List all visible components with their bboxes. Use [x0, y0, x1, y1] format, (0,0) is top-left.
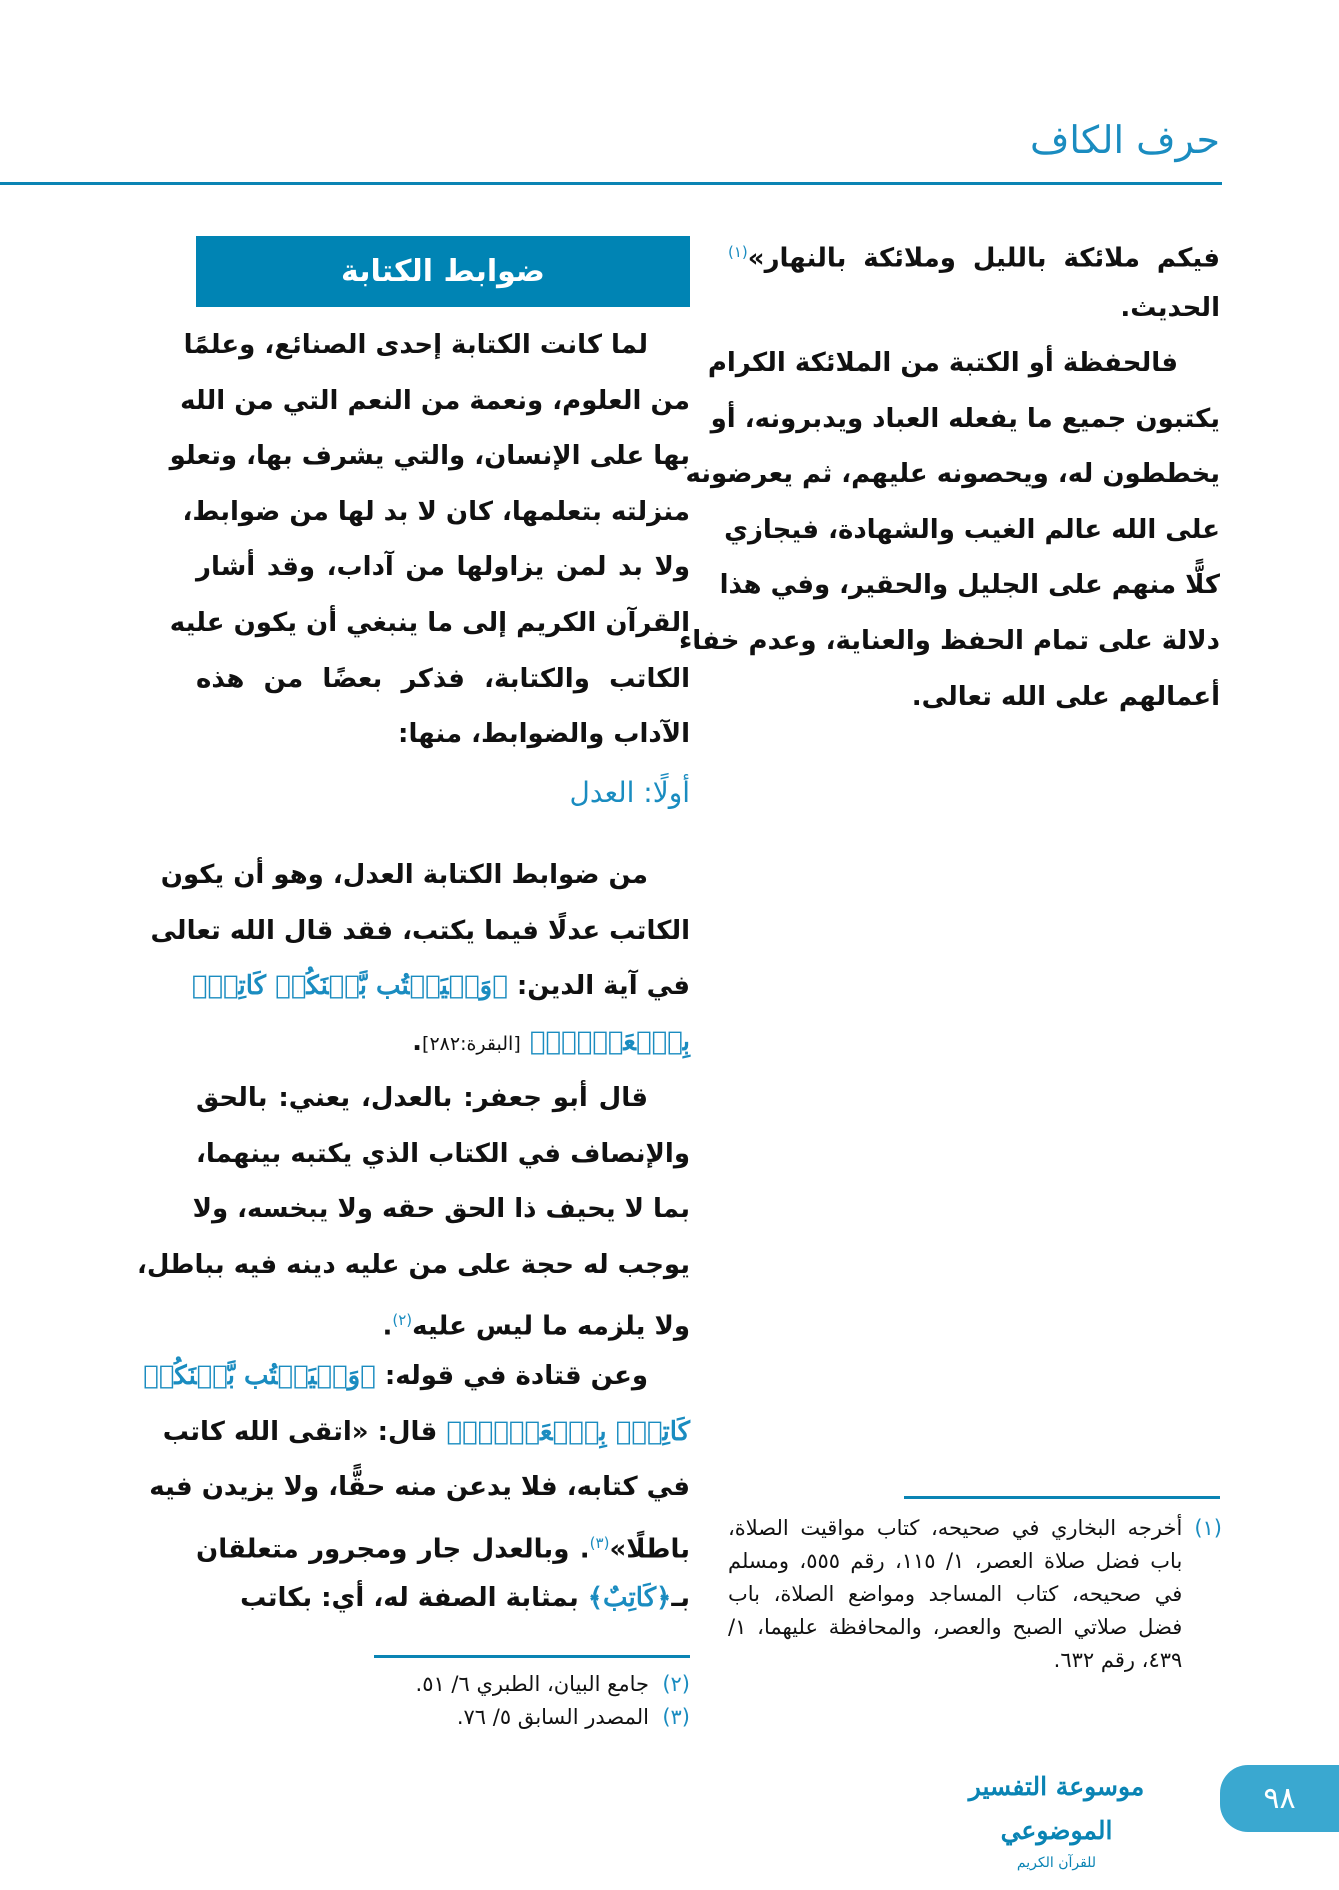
text-line — [149, 1460, 690, 1516]
footnote-text: المصدر السابق ٥/ ٧٦. — [456, 1705, 649, 1729]
text-segment: يكتبون جميع ما يفعله العباد ويدبرونه، أو — [710, 403, 1220, 434]
logo-title: موسوعة التفسير الموضوعي — [968, 1772, 1145, 1845]
footnote-2 — [196, 1668, 690, 1701]
text-line — [192, 1182, 690, 1238]
text-segment: منزلته بتعلمها، كان لا بد لها من ضوابط، — [182, 496, 690, 527]
right-paragraph-2 — [679, 336, 1220, 725]
text-segment: قال: «اتقى الله كاتب — [162, 1416, 447, 1447]
text-segment: ولا يلزمه ما ليس عليه — [412, 1312, 690, 1343]
text-line — [196, 1571, 690, 1627]
left-paragraph-4 — [143, 1349, 690, 1627]
text-line — [196, 1293, 690, 1349]
text-line — [183, 318, 690, 374]
text-line — [719, 558, 1220, 614]
text-line — [150, 904, 690, 960]
text-segment: يخططون له، ويحصونه عليهم، ثم يعرضونه — [685, 459, 1220, 490]
text-segment: من ضوابط الكتابة العدل، وهو أن يكون — [160, 860, 648, 890]
text-segment: بما لا يحيف ذا الحق حقه ولا يبخسه، ولا — [192, 1194, 690, 1225]
footnote-number: (٢) — [662, 1672, 690, 1696]
logo-subtitle: للقرآن الكريم — [1016, 1855, 1097, 1871]
quran-text: كَاتِبُۢ بِٱلۡعَدۡلِۚ﴾ — [446, 1416, 690, 1447]
text-segment: الكاتب والكتابة، فذكر بعضًا من هذه — [196, 663, 690, 694]
left-paragraph-3 — [136, 1071, 690, 1349]
running-header-title: حرف الكاف — [1029, 118, 1220, 162]
text-segment — [521, 1027, 530, 1057]
text-segment: فيكم ملائكة بالليل وملائكة بالنهار» — [747, 243, 1220, 274]
quran-text: ﴿كَاتِبٌ﴾ — [587, 1583, 672, 1614]
text-segment: . وبالعدل جار ومجرور متعلقان — [196, 1534, 590, 1565]
text-line — [728, 670, 1220, 726]
text-segment: على الله عالم الغيب والشهادة، فيجازي — [724, 514, 1220, 545]
text-line — [136, 1238, 690, 1294]
text-line — [196, 707, 690, 763]
footnote-text: جامع البيان، الطبري ٦/ ٥١. — [415, 1672, 649, 1696]
text-line — [710, 392, 1220, 448]
text-line — [196, 1516, 690, 1572]
text-line — [191, 959, 690, 1015]
text-line — [196, 1015, 690, 1071]
text-segment: في كتابه، فلا يدعن منه حقًّا، ولا يزيدن فيه — [149, 1472, 690, 1503]
text-segment: في آية الدين: — [507, 971, 690, 1002]
text-segment: باطلًا» — [609, 1534, 690, 1565]
header-rule — [0, 182, 1222, 185]
footnote-number: (٣) — [662, 1705, 690, 1729]
footnote-1 — [728, 1512, 1222, 1677]
text-segment: يوجب له حجة على من عليه دينه فيه بباطل، — [136, 1249, 690, 1280]
footnote-ref: (٢) — [392, 1311, 413, 1330]
text-line — [196, 1071, 690, 1127]
text-segment: ولا بد لمن يزاولها من آداب، وقد أشار — [196, 552, 690, 583]
text-segment: دلالة على تمام الحفظ والعناية، وعدم خفاء — [679, 625, 1220, 656]
text-line — [728, 225, 1220, 281]
text-segment: بها على الإنسان، والتي يشرف بها، وتعلو — [169, 441, 690, 472]
footnote-3 — [196, 1701, 690, 1734]
text-segment: الكاتب عدلًا فيما يكتب، فقد قال الله تعالى — [150, 915, 690, 946]
quran-text: بِٱلۡعَدۡلِۚ﴾ — [529, 1026, 690, 1057]
text-line — [162, 1405, 690, 1461]
right-paragraph-1 — [728, 225, 1220, 336]
footnote-ref: (٣) — [589, 1533, 610, 1552]
text-segment: كلًّا منهم على الجليل والحقير، وفي هذا — [719, 570, 1220, 601]
text-line — [169, 596, 690, 652]
text-line — [724, 503, 1220, 559]
text-line — [196, 540, 690, 596]
text-line — [160, 848, 690, 904]
text-line — [169, 429, 690, 485]
text-segment: لما كانت الكتابة إحدى الصنائع، وعلمًا — [183, 330, 648, 360]
footnote-number: (١) — [1194, 1516, 1222, 1540]
text-line — [182, 485, 690, 541]
text-line — [728, 281, 1220, 337]
text-segment: . — [412, 1026, 423, 1057]
text-line — [143, 1349, 690, 1405]
text-segment: الحديث. — [1120, 292, 1220, 323]
page-number: ٩٨ — [1220, 1765, 1339, 1832]
text-segment: بمثابة الصفة له، أي: بكاتب — [240, 1583, 588, 1614]
text-line — [180, 374, 690, 430]
text-line — [685, 447, 1220, 503]
left-paragraph-2 — [150, 848, 690, 1070]
text-segment: من العلوم، ونعمة من النعم التي من الله — [180, 385, 690, 416]
text-segment: وعن قتادة في قوله: — [375, 1361, 648, 1391]
text-line — [707, 336, 1220, 392]
left-paragraph-1 — [169, 318, 690, 763]
encyclopedia-logo — [934, 1765, 1179, 1871]
footnote-text: أخرجه البخاري في صحيحه، كتاب مواقيت الصلاة، باب فضل صلاة العصر، ١/ ١١٥، رقم ٥٥٥، ومسلم في صحيحه، كتاب المساجد ومواضع الصلاة، باب فضل صلاتي الصبح والعصر، والمحافظة عليهما، ١/ ٤٣٩، رقم ٦٣٢. — [728, 1516, 1183, 1672]
text-segment: بـ — [671, 1583, 690, 1614]
text-line — [196, 652, 690, 708]
text-line — [679, 614, 1220, 670]
text-segment: قال أبو جعفر: بالعدل، يعني: بالحق — [196, 1083, 648, 1113]
text-segment: القرآن الكريم إلى ما ينبغي أن يكون عليه — [169, 607, 690, 638]
footnote-rule-right — [904, 1496, 1220, 1499]
text-segment: . — [382, 1312, 393, 1343]
verse-reference: [البقرة:٢٨٢] — [422, 1032, 521, 1055]
footnote-ref: (١) — [728, 243, 748, 261]
section-title-box: ضوابط الكتابة — [196, 236, 690, 307]
footnote-rule-left — [374, 1655, 690, 1658]
text-segment: الآداب والضوابط، منها: — [398, 719, 690, 750]
subheading: أولًا: العدل — [569, 776, 690, 809]
quran-text: ﴿وَلۡيَكۡتُب بَّيۡنَكُمۡ كَاتِبُۢ — [191, 971, 508, 1002]
text-segment: أعمالهم على الله تعالى. — [911, 681, 1220, 712]
text-segment: والإنصاف في الكتاب الذي يكتبه بينهما، — [196, 1138, 690, 1169]
text-segment: فالحفظة أو الكتبة من الملائكة الكرام — [707, 348, 1178, 378]
quran-text: ﴿وَلۡيَكۡتُب بَّيۡنَكُمۡ — [143, 1361, 376, 1391]
footnotes-left — [196, 1668, 690, 1734]
text-line — [196, 1127, 690, 1183]
